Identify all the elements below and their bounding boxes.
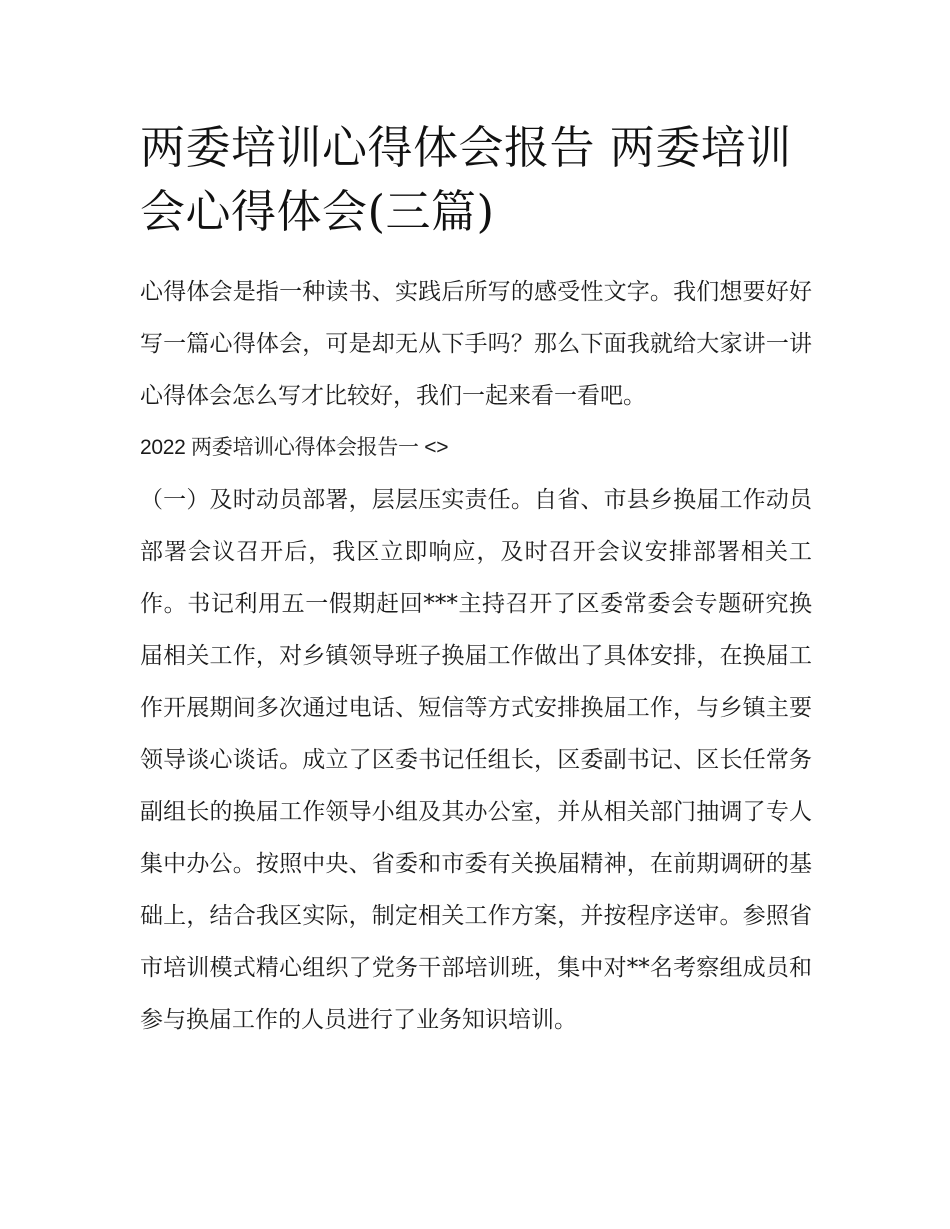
document-title: 两委培训心得体会报告 两委培训会心得体会(三篇) <box>140 121 792 238</box>
body-paragraph: （一）及时动员部署，层层压实责任。自省、市县乡换届工作动员部署会议召开后，我区立即响应，及时召开会议安排部署相关工作。书记利用五一假期赶回***主持召开了区委常委会专题研究换届相关工作，对乡镇领导班子换届工作做出了具体安排，在换届工作开展期间多次通过电话、短信等方式安排换届工作，与乡镇主要领导谈心谈话。成立了区委书记任组长，区委副书记、区长任常务副组长的换届工作领导小组及其办公室，并从相关部门抽调了专人集中办公。按照中央、省委和市委有关换届精神，在前期调研的基础上，结合我区实际，制定相关工作方案，并按程序送审。参照省市培训模式精心组织了党务干部培训班，集中对**名考察组成员和参与换届工作的人员进行了业务知识培训。 <box>140 487 812 1033</box>
document-content <box>140 116 812 1046</box>
section-heading: 2022 两委培训心得体会报告一 <> <box>140 436 449 459</box>
intro-paragraph: 心得体会是指一种读书、实践后所写的感受性文字。我们想要好好写一篇心得体会，可是却无从下手吗？那么下面我就给大家讲一讲心得体会怎么写才比较好，我们一起来看一看吧。 <box>140 279 812 409</box>
